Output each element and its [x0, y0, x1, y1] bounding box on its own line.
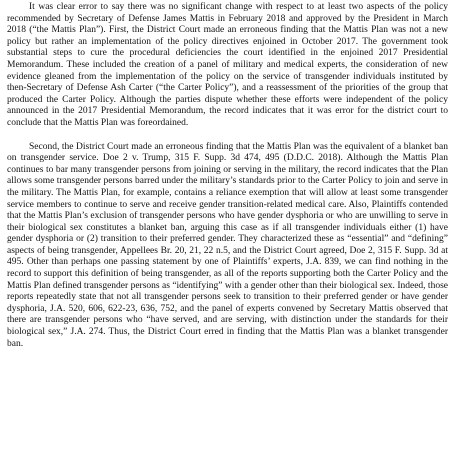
opinion-text [7, 2, 448, 350]
paragraph-1: It was clear error to say there was no significant change with respect to at least two aspects of the policy recommended by Secretary of Defense James Mattis in February 2018 and approved by the President in March 2018 (“the Mattis Plan”). First, the District Court made an erroneous finding that the Mattis Plan was not a new policy but rather an implementation of the policy directives enjoined in October 2017. The government took substantial steps to cure the procedural deficiencies the court identified in the enjoined 2017 Presidential Memorandum. These included the creation of a panel of military and medical experts, the consideration of new evidence gleaned from the implementation of the policy on the service of transgender individuals instituted by then-Secretary of Defense Ash Carter (“the Carter Policy”), and a reassessment of the priorities of the group that produced the Carter Policy. Although the parties dispute whether these efforts were independent of the policy announced in the 2017 Presidential Memorandum, the record indicates that it was error for the district court to conclude that the Mattis Plan was foreordained. [7, 2, 448, 128]
paragraph-2: Second, the District Court made an erroneous finding that the Mattis Plan was the equivalent of a blanket ban on transgender service. Doe 2 v. Trump, 315 F. Supp. 3d 474, 495 (D.D.C. 2018). Although the Mattis Plan continues to bar many transgender persons from joining or serving in the military, the record indicates that the Plan allows some transgender persons barred under the military’s standards prior to the Carter Policy to join and serve in the military. The Mattis Plan, for example, contains a reliance exemption that will allow at least some transgender service members to continue to serve and receive gender transition-related medical care. Also, Plaintiffs contended that the Mattis Plan’s exclusion of transgender persons who have gender dysphoria or who are unwilling to serve in their biological sex constitutes a blanket ban, arguing this case as if all transgender individuals either (1) have gender dysphoria or (2) transition to their preferred gender. They characterized these as “essential” and “defining” aspects of being transgender, Appellees Br. 20, 21, 22 n.5, and the District Court agreed, Doe 2, 315 F. Supp. 3d at 495. Other than perhaps one passing statement by one of Plaintiffs’ experts, J.A. 839, we can find nothing in the record to support this definition of being transgender, as all of the reports supporting both the Carter Policy and the Mattis Plan defined transgender persons as “identifying” with a gender other than their biological sex. Indeed, those reports repeatedly state that not all transgender persons seek to transition to their preferred gender or have gender dysphoria, J.A. 520, 606, 622-23, 636, 752, and the panel of experts convened by Secretary Mattis observed that there are transgender persons who “have served, and are serving, with distinction under the standards for their biological sex,” J.A. 274. Thus, the District Court erred in finding that the Mattis Plan was a blanket transgender ban. [7, 141, 448, 349]
